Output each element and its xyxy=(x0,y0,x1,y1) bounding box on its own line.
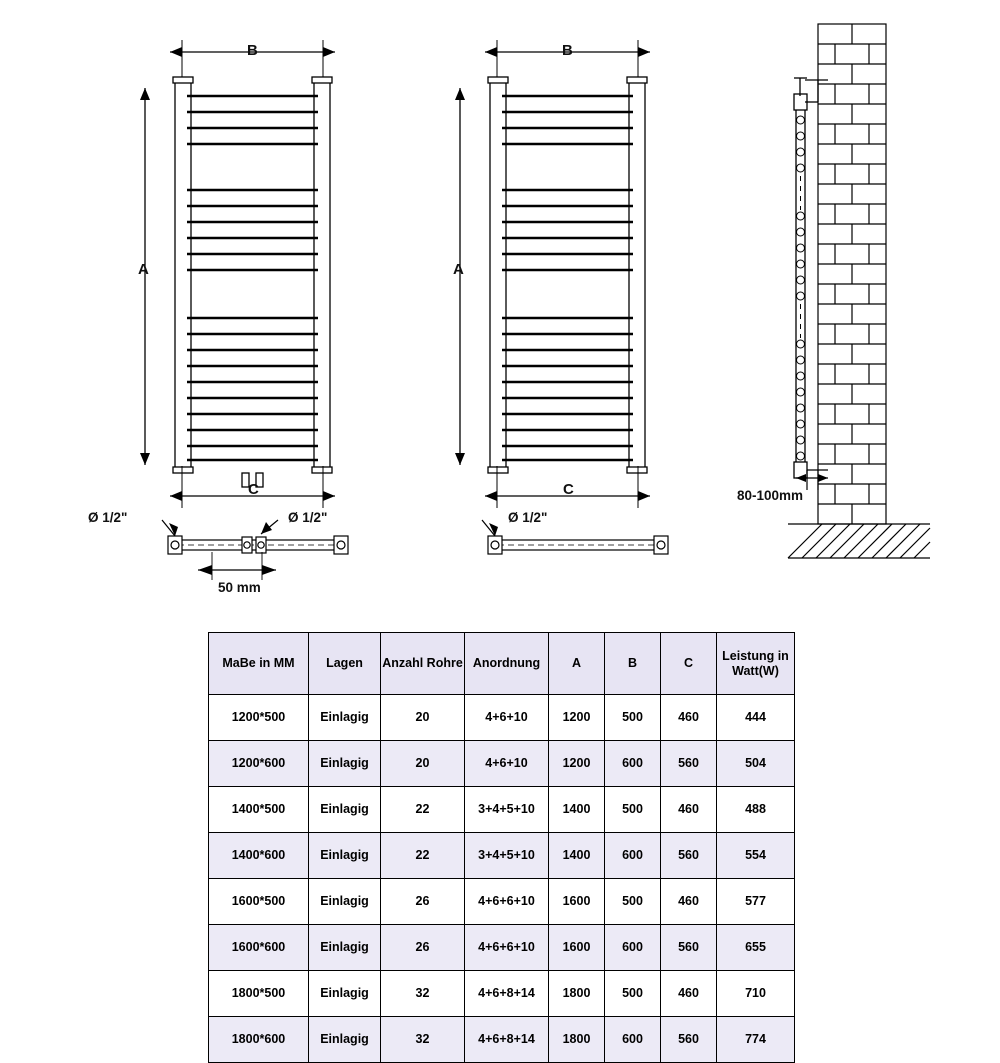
table-header-cell: Leistung in Watt(W) xyxy=(717,633,795,695)
table-cell: 32 xyxy=(381,971,465,1017)
dimension-label-b-right: B xyxy=(562,42,573,59)
table-cell: Einlagig xyxy=(309,925,381,971)
table-header-cell: MaBe in MM xyxy=(209,633,309,695)
table-cell: 1800 xyxy=(549,1017,605,1063)
table-row xyxy=(209,879,795,925)
table-cell: 600 xyxy=(605,741,661,787)
table-cell: 1200*500 xyxy=(209,695,309,741)
table-cell: 22 xyxy=(381,787,465,833)
table-cell: Einlagig xyxy=(309,971,381,1017)
table-cell: 577 xyxy=(717,879,795,925)
table-header-cell: A xyxy=(549,633,605,695)
table-cell: 710 xyxy=(717,971,795,1017)
table-cell: 4+6+8+14 xyxy=(465,971,549,1017)
table-cell: 1400 xyxy=(549,787,605,833)
table-cell: Einlagig xyxy=(309,787,381,833)
table-cell: 554 xyxy=(717,833,795,879)
table-header-cell: Anzahl Rohre xyxy=(381,633,465,695)
table-cell: 1600*500 xyxy=(209,879,309,925)
table-cell: 1800*600 xyxy=(209,1017,309,1063)
table-cell: 4+6+6+10 xyxy=(465,879,549,925)
dimension-label-a-left: A xyxy=(138,261,149,278)
table-row xyxy=(209,833,795,879)
table-cell: 460 xyxy=(661,695,717,741)
table-cell: 560 xyxy=(661,1017,717,1063)
radiator-front-view-right xyxy=(445,30,675,530)
table-cell: 460 xyxy=(661,971,717,1017)
table-cell: Einlagig xyxy=(309,833,381,879)
table-cell: 4+6+10 xyxy=(465,741,549,787)
table-cell: 1200*600 xyxy=(209,741,309,787)
table-cell: 655 xyxy=(717,925,795,971)
table-cell: 500 xyxy=(605,695,661,741)
table-cell: 1600 xyxy=(549,925,605,971)
table-header-cell: Anordnung xyxy=(465,633,549,695)
port-spacing-label: 50 mm xyxy=(218,580,261,595)
table-header-cell: Lagen xyxy=(309,633,381,695)
table-cell: 32 xyxy=(381,1017,465,1063)
table-cell: 488 xyxy=(717,787,795,833)
table-cell: 500 xyxy=(605,879,661,925)
table-cell: Einlagig xyxy=(309,879,381,925)
connection-detail-right xyxy=(420,500,710,610)
table-row xyxy=(209,741,795,787)
table-cell: 4+6+6+10 xyxy=(465,925,549,971)
table-header-cell: B xyxy=(605,633,661,695)
wall-distance-label: 80-100mm xyxy=(737,488,804,503)
table-row xyxy=(209,1017,795,1063)
table-header-cell: C xyxy=(661,633,717,695)
table-cell: 774 xyxy=(717,1017,795,1063)
table-cell: 560 xyxy=(661,741,717,787)
table-cell: 20 xyxy=(381,741,465,787)
table-cell: 26 xyxy=(381,879,465,925)
table-header xyxy=(209,633,795,695)
table-header-row xyxy=(209,633,795,695)
table-cell: 1400*600 xyxy=(209,833,309,879)
port-label-left-center: Ø 1/2" xyxy=(288,510,328,525)
table-row xyxy=(209,971,795,1017)
table-cell: 1600*600 xyxy=(209,925,309,971)
table-cell: 4+6+10 xyxy=(465,695,549,741)
table-cell: 500 xyxy=(605,787,661,833)
table-cell: 1400*500 xyxy=(209,787,309,833)
table-cell: 4+6+8+14 xyxy=(465,1017,549,1063)
table-cell: 600 xyxy=(605,1017,661,1063)
table-cell: 600 xyxy=(605,925,661,971)
table-cell: 1800 xyxy=(549,971,605,1017)
dimension-label-c-left: C xyxy=(248,481,259,498)
table-cell: Einlagig xyxy=(309,1017,381,1063)
table-cell: 500 xyxy=(605,971,661,1017)
table-cell: 1200 xyxy=(549,695,605,741)
port-label-left-outer: Ø 1/2" xyxy=(88,510,128,525)
table-cell: 22 xyxy=(381,833,465,879)
dimension-label-c-right: C xyxy=(563,481,574,498)
table-row xyxy=(209,787,795,833)
table-cell: Einlagig xyxy=(309,741,381,787)
table-row xyxy=(209,695,795,741)
table-cell: 26 xyxy=(381,925,465,971)
table-cell: 460 xyxy=(661,879,717,925)
dimension-label-b-left: B xyxy=(247,42,258,59)
table-cell: 1800*500 xyxy=(209,971,309,1017)
specification-table-container xyxy=(208,632,794,1063)
table-cell: 560 xyxy=(661,833,717,879)
table-cell: 560 xyxy=(661,925,717,971)
table-cell: 600 xyxy=(605,833,661,879)
table-cell: 3+4+5+10 xyxy=(465,787,549,833)
table-cell: Einlagig xyxy=(309,695,381,741)
specification-table xyxy=(208,632,795,1063)
port-label-right-outer: Ø 1/2" xyxy=(508,510,548,525)
table-cell: 3+4+5+10 xyxy=(465,833,549,879)
table-cell: 1600 xyxy=(549,879,605,925)
table-cell: 444 xyxy=(717,695,795,741)
table-cell: 20 xyxy=(381,695,465,741)
dimension-label-a-right: A xyxy=(453,261,464,278)
table-body xyxy=(209,695,795,1063)
table-cell: 1200 xyxy=(549,741,605,787)
table-row xyxy=(209,925,795,971)
table-cell: 504 xyxy=(717,741,795,787)
table-cell: 460 xyxy=(661,787,717,833)
radiator-front-view-left xyxy=(130,30,360,530)
table-cell: 1400 xyxy=(549,833,605,879)
